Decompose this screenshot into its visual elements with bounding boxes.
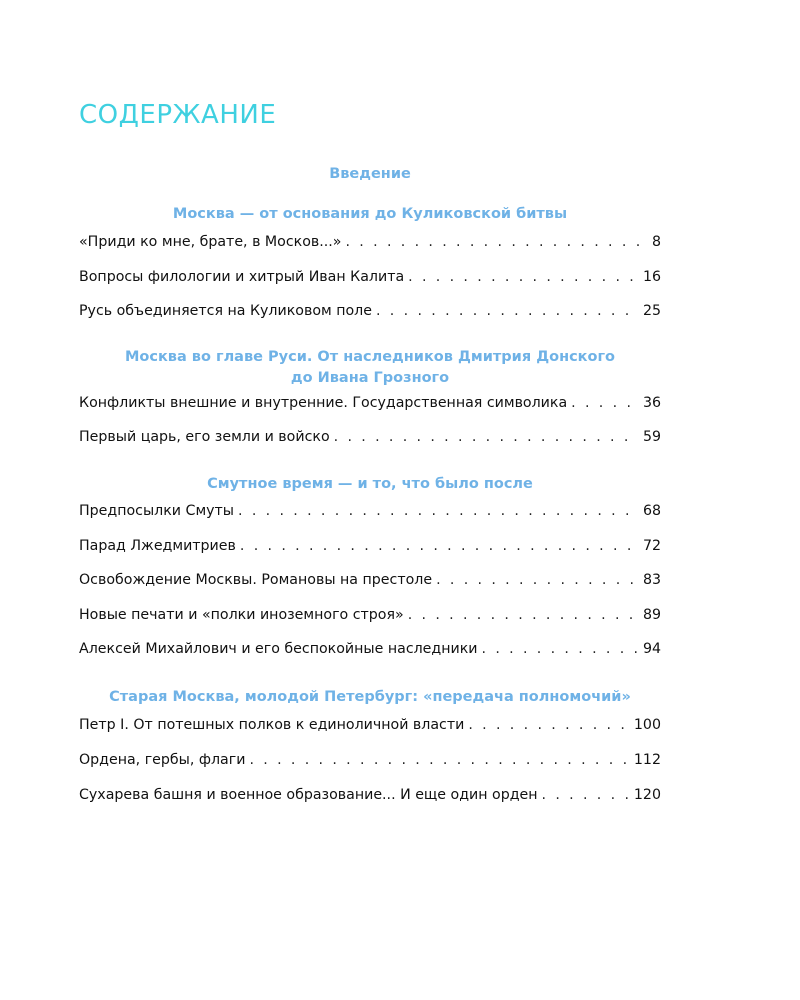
dot-leader [408, 267, 639, 287]
entry-page: 36 [642, 395, 661, 411]
entry-page: 120 [633, 787, 661, 803]
section-heading[interactable]: Старая Москва, молодой Петербург: «передача полномочий» [109, 689, 631, 705]
dot-leader [249, 750, 629, 770]
entry-page: 112 [633, 752, 661, 768]
entry-page: 89 [642, 607, 661, 623]
entry-title: Алексей Михайлович и его беспокойные наследники [79, 641, 478, 657]
section-heading[interactable] [79, 347, 661, 389]
toc-entry[interactable] [79, 427, 661, 447]
toc-entry[interactable] [79, 232, 661, 252]
entry-page: 100 [633, 717, 661, 733]
entry-title: Сухарева башня и военное образование... И еще один орден [79, 787, 538, 803]
toc-entry[interactable] [79, 570, 661, 590]
page-title: СОДЕРЖАНИЕ [79, 100, 277, 130]
dot-leader [542, 785, 630, 805]
entry-title: Конфликты внешние и внутренние. Государственная символика [79, 395, 568, 411]
entry-page: 16 [642, 269, 661, 285]
dot-leader [376, 301, 639, 321]
entry-title: Ордена, гербы, флаги [79, 752, 246, 768]
entry-title: Новые печати и «полки иноземного строя» [79, 607, 404, 623]
toc-entry[interactable] [79, 301, 661, 321]
dot-leader [468, 715, 630, 735]
toc-entry[interactable] [79, 750, 661, 770]
entry-title: Русь объединяется на Куликовом поле [79, 303, 372, 319]
entry-title: Вопросы филологии и хитрый Иван Калита [79, 269, 405, 285]
entry-page: 8 [651, 234, 661, 250]
dot-leader [334, 427, 639, 447]
section-heading-line: Москва во главе Руси. От наследников Дмитрия Донского [124, 349, 616, 365]
toc-entry[interactable] [79, 267, 661, 287]
toc-entry[interactable] [79, 639, 661, 659]
toc-entry[interactable] [79, 536, 661, 556]
dot-leader [238, 501, 639, 521]
toc-entry[interactable] [79, 393, 661, 413]
entry-page: 25 [642, 303, 661, 319]
dot-leader [345, 232, 639, 252]
dot-leader [482, 639, 639, 659]
dot-leader [240, 536, 639, 556]
entry-page: 59 [642, 429, 661, 445]
toc-entry[interactable] [79, 501, 661, 521]
section-heading[interactable]: Смутное время — и то, что было после [207, 476, 533, 492]
entry-page: 94 [642, 641, 661, 657]
dot-leader [436, 570, 639, 590]
section-heading[interactable]: Москва — от основания до Куликовской битвы [172, 206, 568, 222]
section-heading-line: до Ивана Грозного [290, 370, 450, 386]
intro-heading[interactable]: Введение [329, 166, 411, 182]
entry-page: 72 [642, 538, 661, 554]
entry-page: 68 [642, 503, 661, 519]
toc-entry[interactable] [79, 785, 661, 805]
entry-page: 83 [642, 572, 661, 588]
dot-leader [408, 605, 639, 625]
entry-title: Освобождение Москвы. Романовы на престоле [79, 572, 433, 588]
toc-entry[interactable] [79, 715, 661, 735]
entry-title: «Приди ко мне, брате, в Москов...» [79, 234, 342, 250]
entry-title: Петр I. От потешных полков к единоличной власти [79, 717, 465, 733]
dot-leader [571, 393, 639, 413]
entry-title: Первый царь, его земли и войско [79, 429, 330, 445]
toc-entry[interactable] [79, 605, 661, 625]
entry-title: Парад Лжедмитриев [79, 538, 236, 554]
entry-title: Предпосылки Смуты [79, 503, 235, 519]
